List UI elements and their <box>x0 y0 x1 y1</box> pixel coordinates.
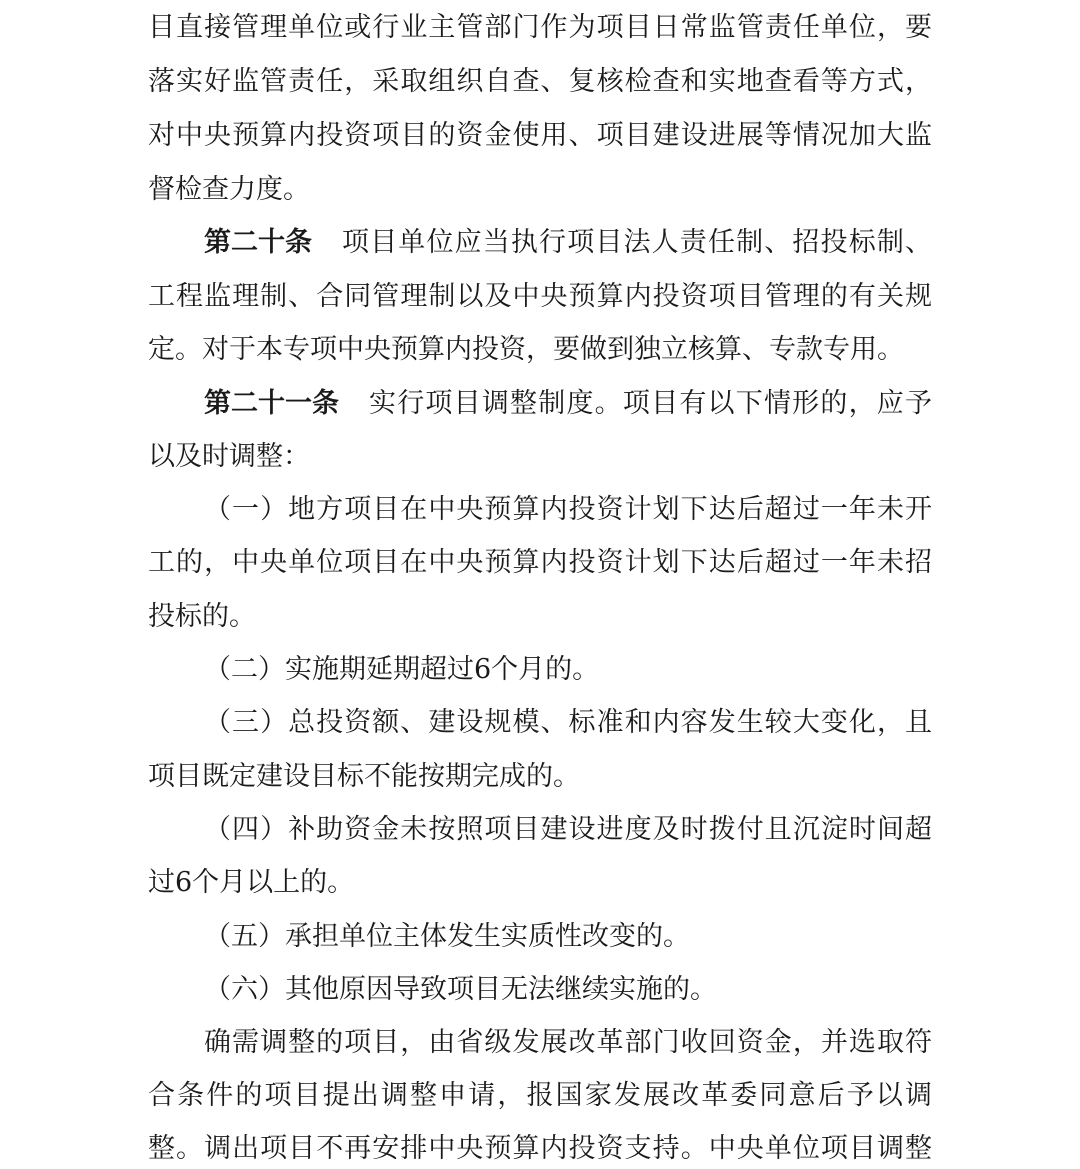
paragraph-line: 过6个月以上的。 <box>148 867 355 898</box>
article-20-heading: 第二十条 <box>204 227 312 258</box>
list-item-line: （六）其他原因导致项目无法继续实施的。 <box>204 974 717 1005</box>
list-item-line: （四）补助资金未按照项目建设进度及时拨付且沉淀时间超 <box>204 814 932 845</box>
paragraph-line: 定。对于本专项中央预算内投资，要做到独立核算、专款专用。 <box>148 334 904 365</box>
article-21-heading: 第二十一条 <box>204 388 339 419</box>
paragraph-line: 工程监理制、合同管理制以及中央预算内投资项目管理的有关规 <box>148 281 932 312</box>
article-21-text: 实行项目调整制度。项目有以下情形的，应予 <box>369 388 932 419</box>
paragraph-line: 工的，中央单位项目在中央预算内投资计划下达后超过一年未招 <box>148 547 932 578</box>
list-item-line: （五）承担单位主体发生实质性改变的。 <box>204 921 690 952</box>
paragraph-line: 对中央预算内投资项目的资金使用、项目建设进展等情况加大监 <box>148 120 932 151</box>
list-item-line: （二）实施期延期超过6个月的。 <box>204 654 600 685</box>
article-20-line <box>204 223 932 263</box>
paragraph-line: 督检查力度。 <box>148 174 310 205</box>
article-21-line <box>204 384 932 424</box>
paragraph-line: 落实好监管责任，采取组织自查、复核检查和实地查看等方式， <box>148 66 932 97</box>
list-item-line: （一）地方项目在中央预算内投资计划下达后超过一年未开 <box>204 494 932 525</box>
paragraph-line: 投标的。 <box>148 601 256 632</box>
paragraph-line: 以及时调整： <box>148 441 310 472</box>
paragraph-line: 目直接管理单位或行业主管部门作为项目日常监管责任单位，要 <box>148 12 932 43</box>
article-20-text: 项目单位应当执行项目法人责任制、招投标制、 <box>342 227 932 258</box>
paragraph-line: 项目既定建设目标不能按期完成的。 <box>148 761 580 792</box>
paragraph-line: 确需调整的项目，由省级发展改革部门收回资金，并选取符 <box>204 1027 932 1058</box>
paragraph-line: 整。调出项目不再安排中央预算内投资支持。中央单位项目调整 <box>148 1133 932 1164</box>
paragraph-line: 合条件的项目提出调整申请，报国家发展改革委同意后予以调 <box>148 1080 932 1111</box>
list-item-line: （三）总投资额、建设规模、标准和内容发生较大变化，且 <box>204 707 932 738</box>
